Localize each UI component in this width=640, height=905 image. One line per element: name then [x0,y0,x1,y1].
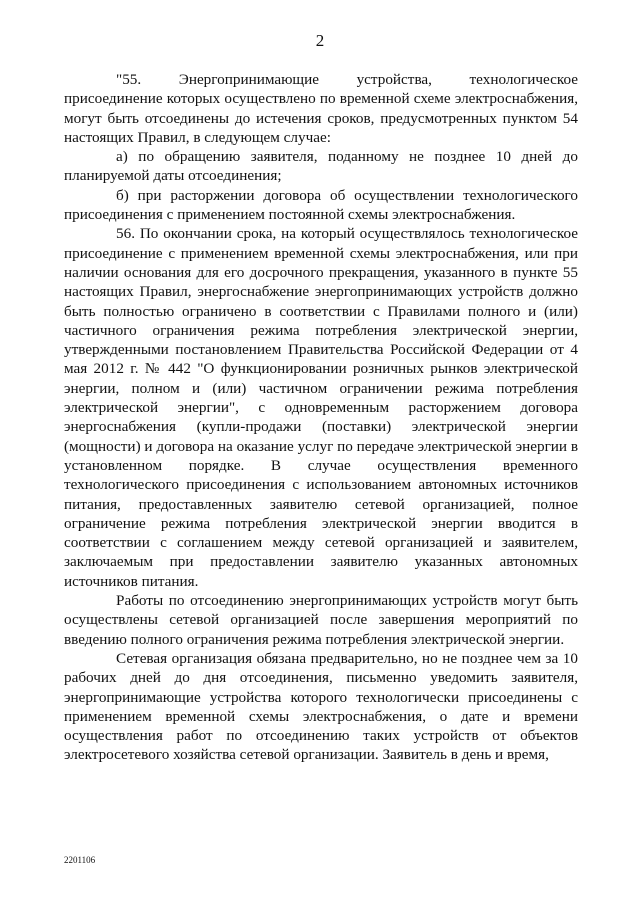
paragraph-55-a: а) по обращению заявителя, поданному не позднее 10 дней до планируемой даты отсоединения; [64,148,578,185]
page-number: 2 [315,31,325,50]
document-body [64,70,578,765]
paragraph-56: 56. По окончании срока, на который осуществлялось технологическое присоединение с применением временной схемы электроснабжения, или при наличии основания для его досрочного прекращения, указанного в пункте 55 настоящих Правил, энергоснабжение энергопринимающих устройств должно быть полностью ограничено в соответствии с Правилами полного и (или) частичного ограничения режима потребления электрической энергии, утвержденными постановлением Правительства Российской Федерации от 4 мая 2012 г. № 442 "О функционировании розничных рынков электрической энергии, полном и (или) частичном ограничении режима потребления электрической энергии", с одновременным расторжением договора энергоснабжения (купли-продажи (поставки) электрической энергии (мощности) и договора на оказание услуг по передаче электрической энергии в установленном порядке. В случае осуществления временного технологического присоединения с использованием автономных источников питания, предоставленных заявителю сетевой организацией, полное ограничение режима потребления электрической энергии вводится в соответствии с соглашением между сетевой организацией и заявителем, заключаемым при предоставлении заявителю указанных автономных источников питания. [64,225,579,590]
paragraph-55-b: б) при расторжении договора об осуществлении технологического присоединения с применением постоянной схемы электроснабжения. [64,186,578,224]
document-code: 2201106 [64,855,96,865]
paragraph-disconnection-works: Работы по отсоединению энергопринимающих устройств могут быть осуществлены сетевой организацией после завершения мероприятий по введению полного ограничения режима потребления электрической энергии. [64,592,578,648]
paragraph-55-intro: "55. Энергопринимающие устройства, технологическое присоединение которых осуществлено по временной схеме электроснабжения, могут быть отсоединены до истечения сроков, предусмотренных пунктом 54 настоящих Правил, в следующем случае: [64,71,578,146]
paragraph-notification: Сетевая организация обязана предварительно, но не позднее чем за 10 рабочих дней до дня отсоединения, письменно уведомить заявителя, энергопринимающие устройства которого технологически присоединены с применением временной схемы электроснабжения, о дате и времени осуществления работ по отсоединению таких устройств от объектов электросетевого хозяйства сетевой организации. Заявитель в день и время, [64,649,578,764]
